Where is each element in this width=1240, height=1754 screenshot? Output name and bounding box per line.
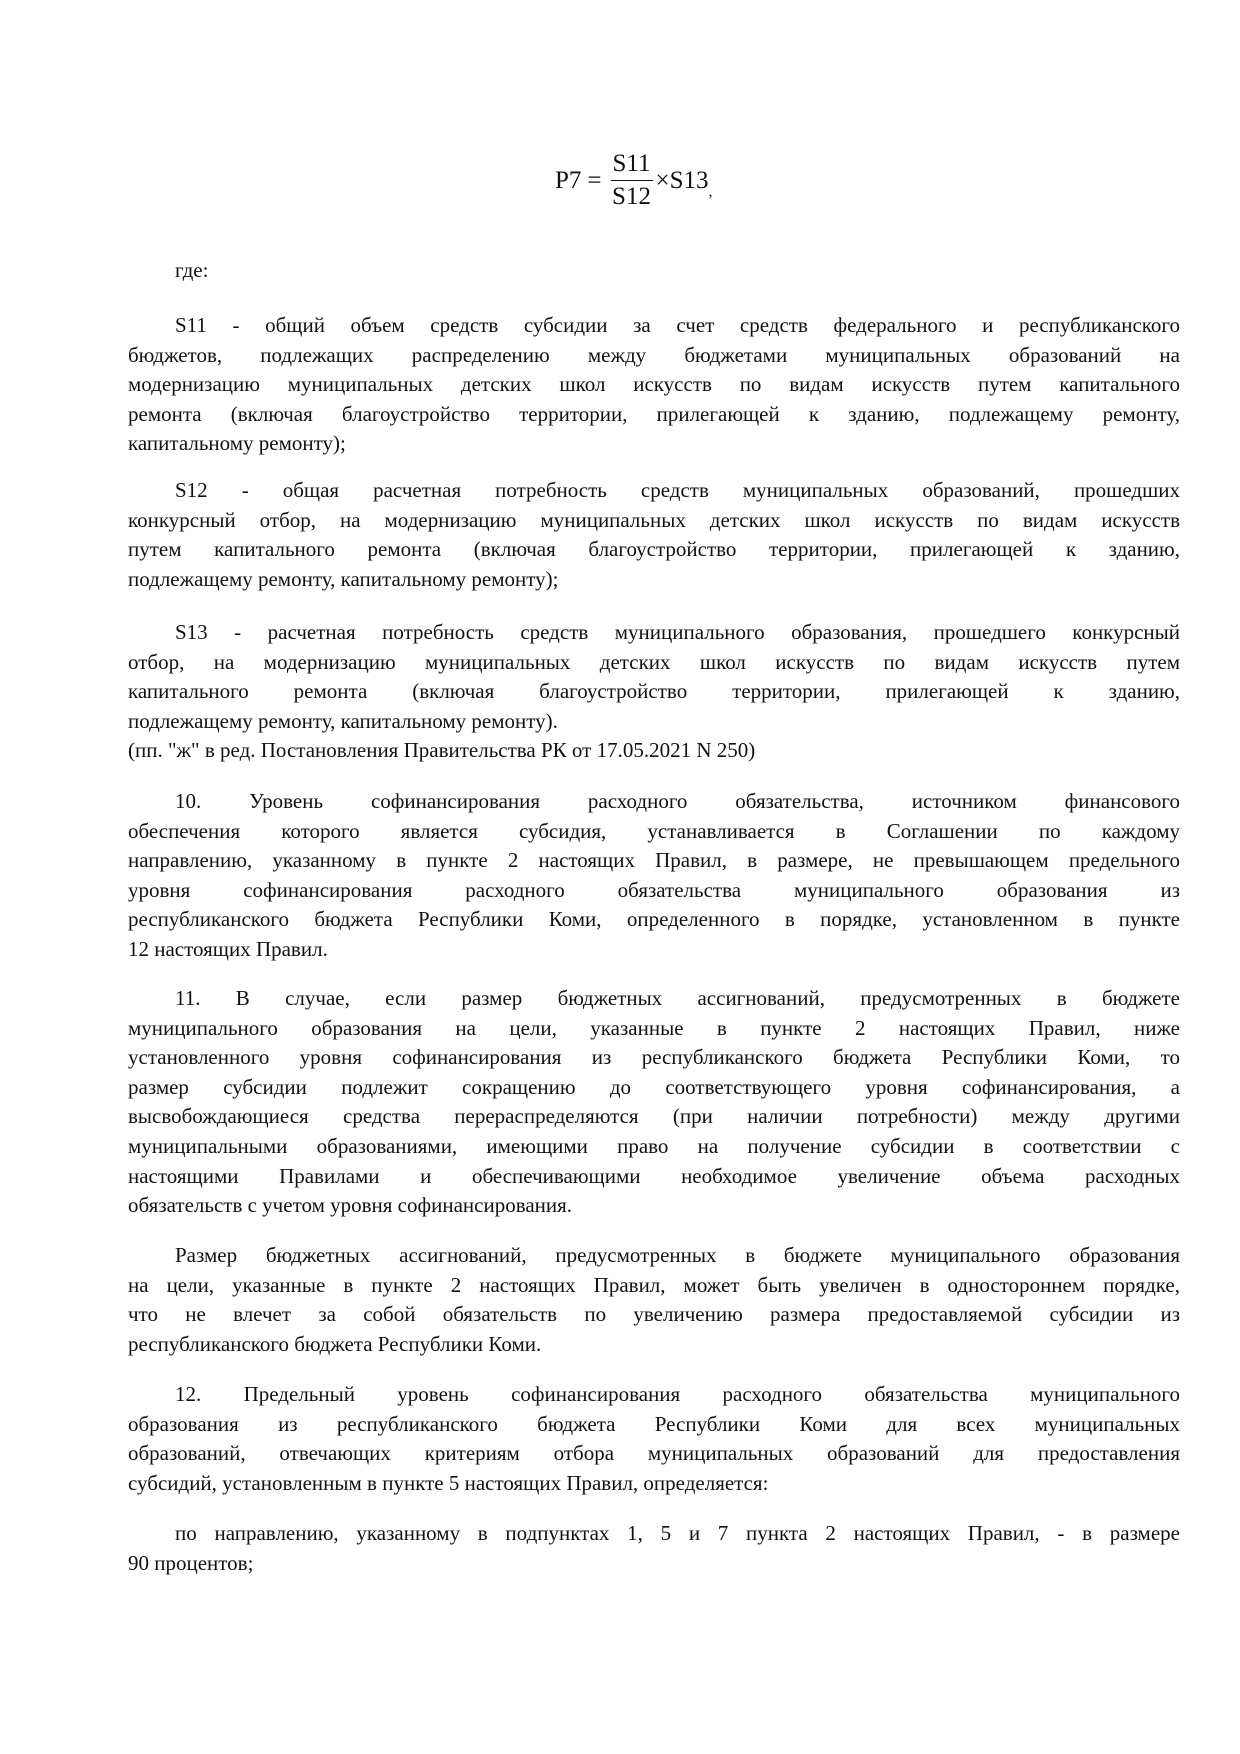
paragraph	[128, 618, 1180, 766]
paragraph	[128, 1519, 1180, 1578]
paragraph	[128, 1241, 1180, 1359]
text-line: обязательств с учетом уровня софинансирования.	[128, 1193, 573, 1218]
paragraph	[128, 476, 1180, 594]
text-line: путем капитального ремонта (включая благоустройство территории, прилегающей к зданию,	[128, 537, 1180, 562]
formula-lhs: P7	[555, 166, 582, 194]
text-line: S11 - общий объем средств субсидии за счет средств федерального и республиканского	[175, 313, 1180, 337]
text-line: образования из республиканского бюджета Республики Коми для всех муниципальных	[128, 1411, 1180, 1436]
text-line: Размер бюджетных ассигнований, предусмотренных в бюджете муниципального образования	[175, 1243, 1180, 1267]
paragraph	[128, 256, 1180, 286]
text-line: что не влечет за собой обязательств по увеличению размера предоставляемой субсидии из	[128, 1302, 1180, 1327]
text-line: ремонта (включая благоустройство территории, прилегающей к зданию, подлежащему ремонту,	[128, 401, 1180, 426]
text-line: на цели, указанные в пункте 2 настоящих Правил, может быть увеличен в одностороннем порядке,	[128, 1272, 1180, 1297]
text-line: капитальному ремонту);	[128, 431, 346, 456]
text-line: субсидий, установленным в пункте 5 настоящих Правил, определяется:	[128, 1470, 769, 1495]
paragraph	[128, 311, 1180, 459]
text-line: по направлению, указанному в подпунктах 1, 5 и 7 пункта 2 настоящих Правил, - в размере	[175, 1521, 1180, 1545]
text-line: 10. Уровень софинансирования расходного обязательства, источником финансового	[175, 789, 1180, 813]
text-line: S13 - расчетная потребность средств муниципального образования, прошедшего конкурсный	[175, 620, 1180, 644]
formula-comma: ,	[708, 183, 713, 200]
text-line: отбор, на модернизацию муниципальных детских школ искусств по видам искусств путем	[128, 649, 1180, 674]
text-line: 90 процентов;	[128, 1550, 254, 1575]
text-line: образований, отвечающих критериям отбора муниципальных образований для предоставления	[128, 1441, 1180, 1466]
text-line: установленного уровня софинансирования из республиканского бюджета Республики Коми, то	[128, 1045, 1180, 1070]
text-line: S12 - общая расчетная потребность средств муниципальных образований, прошедших	[175, 478, 1180, 502]
text-line: 12 настоящих Правил.	[128, 936, 328, 961]
text-line: подлежащему ремонту, капитальному ремонту);	[128, 566, 559, 591]
paragraph	[128, 787, 1180, 965]
formula-p7	[555, 150, 713, 211]
text-line: республиканского бюджета Республики Коми, определенного в порядке, установленном в пункте	[128, 907, 1180, 932]
text-line: направлению, указанному в пункте 2 настоящих Правил, в размере, не превышающем предельного	[128, 848, 1180, 873]
text-line: конкурсный отбор, на модернизацию муниципальных детских школ искусств по видам искусств	[128, 507, 1180, 532]
formula-equals: =	[587, 166, 602, 194]
paragraph	[128, 1380, 1180, 1498]
text-line: 11. В случае, если размер бюджетных ассигнований, предусмотренных в бюджете	[175, 986, 1180, 1010]
text-line: уровня софинансирования расходного обязательства муниципального образования из	[128, 877, 1180, 902]
paragraph	[128, 984, 1180, 1221]
formula-factor: S13	[669, 166, 709, 194]
text-line: обеспечения которого является субсидия, устанавливается в Соглашении по каждому	[128, 818, 1180, 843]
text-line: модернизацию муниципальных детских школ искусств по видам искусств путем капитального	[128, 372, 1180, 397]
text-line: высвобождающиеся средства перераспределяются (при наличии потребности) между другими	[128, 1104, 1180, 1129]
formula-denominator: S12	[612, 183, 651, 210]
text-line: где:	[175, 258, 209, 282]
text-line: муниципальными образованиями, имеющими право на получение субсидии в соответствии с	[128, 1133, 1180, 1158]
formula-fraction	[611, 150, 653, 211]
text-line: бюджетов, подлежащих распределению между бюджетами муниципальных образований на	[128, 342, 1180, 367]
text-line: настоящими Правилами и обеспечивающими необходимое увеличение объема расходных	[128, 1163, 1180, 1188]
text-line: подлежащему ремонту, капитальному ремонту).	[128, 708, 558, 733]
text-line: 12. Предельный уровень софинансирования расходного обязательства муниципального	[175, 1382, 1180, 1406]
text-line: капитального ремонта (включая благоустройство территории, прилегающей к зданию,	[128, 679, 1180, 704]
text-line: размер субсидии подлежит сокращению до соответствующего уровня софинансирования, а	[128, 1074, 1180, 1099]
formula-times: ×	[655, 166, 670, 194]
text-line: муниципального образования на цели, указанные в пункте 2 настоящих Правил, ниже	[128, 1015, 1180, 1040]
formula-numerator: S11	[611, 150, 653, 181]
amendment-note: (пп. "ж" в ред. Постановления Правительства РК от 17.05.2021 N 250)	[128, 738, 756, 763]
text-line: республиканского бюджета Республики Коми.	[128, 1331, 542, 1356]
